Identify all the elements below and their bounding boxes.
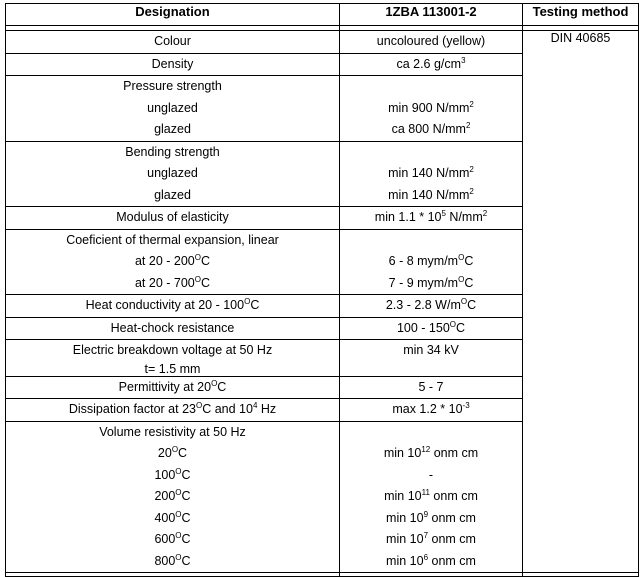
- property-value: $\min 10^{11}$ onm cm: [384, 487, 478, 503]
- property-value: $\min 10^{12}$ onm cm: [383, 444, 479, 460]
- property-value: 7 - 9 mym/$m^OC$: [388, 274, 474, 290]
- property-sub-label: at $20 - 200^OC$: [134, 252, 211, 268]
- property-sub-label: glazed: [154, 187, 191, 202]
- property-value: ca 800 $N/mm^2$: [391, 120, 471, 136]
- header-designation: Designation: [6, 4, 340, 26]
- property-value: $\min 10^6$ onm cm: [386, 552, 476, 568]
- designation-cell: [6, 76, 340, 142]
- property-name: Modulus of elasticity: [116, 210, 229, 224]
- property-name: Permittivity at $20^OC$: [118, 378, 227, 394]
- designation-cell: [6, 376, 340, 399]
- value-cell: [340, 31, 523, 54]
- property-name: Density: [151, 56, 194, 71]
- header-standard: 1ZBA 113001-2: [340, 4, 523, 26]
- property-value: ca 2.6 $g/cm^3$: [396, 55, 466, 71]
- property-name: Dissipation factor at $23^OC$ and $10^4$ Hz: [68, 400, 277, 416]
- property-value: $\min 10^9$ onm cm: [386, 509, 476, 525]
- value-cell: [340, 340, 523, 377]
- property-value: min 140 $N/mm^2$: [388, 164, 474, 180]
- property-sub-label: $100^OC$: [154, 466, 191, 482]
- property-name: Pressure strength: [123, 79, 222, 93]
- property-value: [340, 76, 522, 98]
- value-cell: [340, 295, 523, 318]
- value-cell: [340, 421, 523, 573]
- property-value: $\min 1.1 * 10^5$ $N/mm^2$: [374, 208, 488, 224]
- designation-cell: [6, 295, 340, 318]
- property-value: $\min 10^7$ onm cm: [386, 530, 476, 546]
- property-sub-label: glazed: [154, 122, 191, 136]
- property-name: Coeficient of thermal expansion, linear: [66, 232, 279, 247]
- table-row: [6, 31, 639, 54]
- designation-cell: [6, 141, 340, 207]
- designation-cell: [6, 229, 340, 295]
- property-value: 6 - 8 mym/$m^OC$: [388, 252, 474, 268]
- designation-cell: [6, 399, 340, 422]
- value-cell: [340, 207, 523, 230]
- designation-cell: [6, 317, 340, 340]
- property-value: 2.3 - 2.8 $W/m^OC$: [385, 296, 477, 312]
- property-name: Heat conductivity at $20 - 100^OC$: [85, 296, 260, 312]
- header-testing-method: Testing method: [523, 4, 639, 26]
- property-name: Volume resistivity at 50 Hz: [99, 424, 246, 439]
- header-row: [6, 4, 639, 26]
- property-sub-label: $20^OC$: [157, 444, 188, 460]
- property-sub-label: $600^OC$: [154, 530, 191, 546]
- property-value: min 140 $N/mm^2$: [388, 186, 474, 202]
- property-name: Bending strength: [125, 144, 220, 159]
- property-sub-label: $400^OC$: [154, 509, 191, 525]
- value-cell: [340, 317, 523, 340]
- property-value: [340, 422, 522, 444]
- properties-table-wrapper: [5, 3, 638, 569]
- property-value: [340, 142, 522, 164]
- property-value: uncoloured (yellow): [376, 34, 486, 48]
- value-cell: [340, 399, 523, 422]
- property-sub-label: unglazed: [147, 166, 198, 180]
- designation-cell: [6, 53, 340, 76]
- property-name: Colour: [154, 34, 191, 48]
- property-value: min 34 kV: [403, 343, 459, 357]
- value-cell: [340, 76, 523, 142]
- property-sub-label: t= 1.5 mm: [144, 361, 201, 376]
- designation-cell: [6, 340, 340, 377]
- property-value: $\max 1.2 * 10^{-3}$: [392, 400, 470, 416]
- table-bottom-border: [6, 573, 639, 577]
- property-value: 5 - 7: [418, 379, 444, 394]
- value-cell: [340, 229, 523, 295]
- testing-method-cell: DIN 40685: [523, 31, 639, 573]
- value-cell: [340, 141, 523, 207]
- designation-cell: [6, 207, 340, 230]
- property-sub-label: unglazed: [147, 100, 198, 115]
- property-sub-label: $200^OC$: [154, 487, 191, 503]
- property-name: Electric breakdown voltage at 50 Hz: [72, 343, 273, 357]
- designation-cell: [6, 31, 340, 54]
- value-cell: [340, 53, 523, 76]
- value-cell: [340, 376, 523, 399]
- property-value: min 900 $N/mm^2$: [388, 99, 474, 115]
- property-value: -: [428, 467, 434, 482]
- property-name: Heat-chock resistance: [110, 320, 235, 335]
- property-value: $100 - 150^OC$: [396, 319, 466, 335]
- properties-table: [5, 3, 639, 577]
- designation-cell: [6, 421, 340, 573]
- property-value: [340, 230, 522, 252]
- property-sub-label: at $20 - 700^OC$: [134, 274, 211, 290]
- property-sub-label: $800^OC$: [154, 552, 191, 568]
